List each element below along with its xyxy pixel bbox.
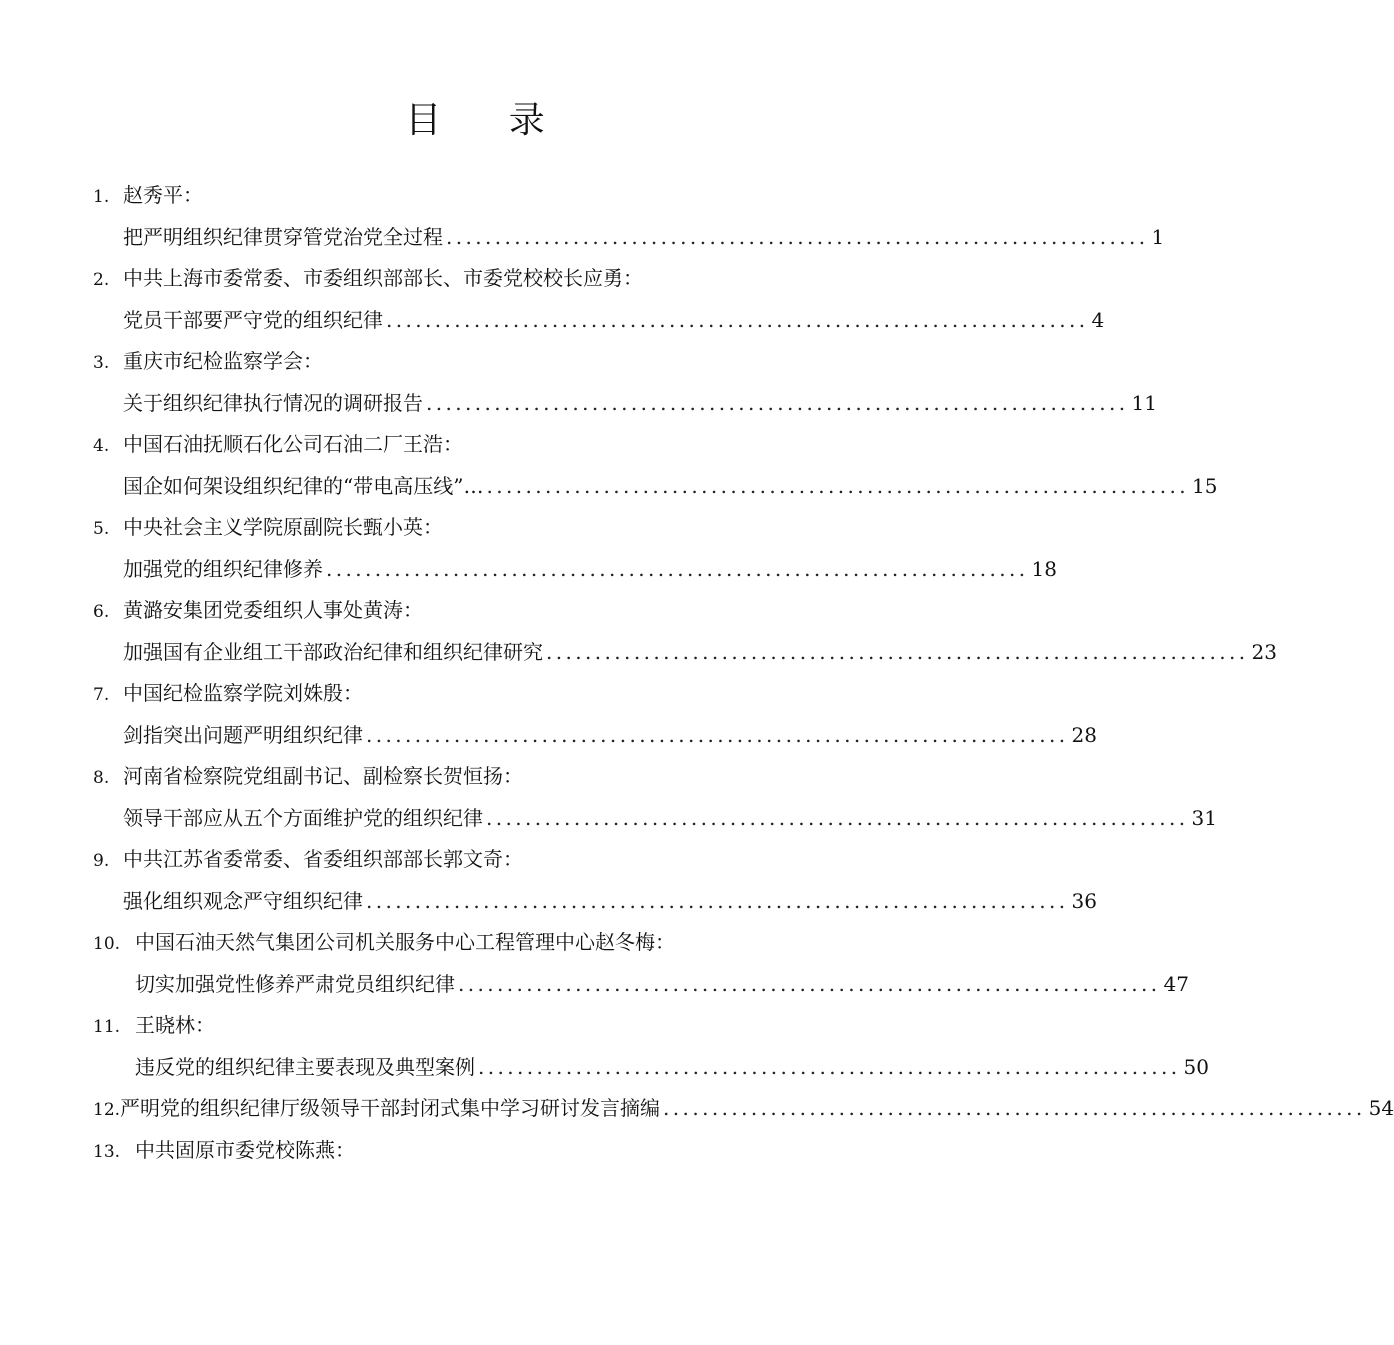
- item-number: 2.: [93, 270, 110, 290]
- toc-entry[interactable]: [123, 305, 1105, 335]
- dot-leader: ........................................................................: [663, 1096, 1366, 1120]
- entry-title: 关于组织纪律执行情况的调研报告: [123, 391, 423, 415]
- dot-leader: ........................................................................: [426, 391, 1129, 415]
- dot-leader: ........................................................................: [486, 806, 1189, 830]
- entry-title: 党员干部要严守党的组织纪律: [123, 308, 383, 332]
- entry-title: 违反党的组织纪律主要表现及典型案例: [135, 1055, 475, 1079]
- item-number: 13.: [93, 1142, 121, 1162]
- page-number: 28: [1071, 723, 1097, 747]
- toc-entry[interactable]: [123, 637, 1277, 667]
- item-number: 11.: [93, 1017, 121, 1037]
- toc-entry[interactable]: [135, 969, 1189, 999]
- dot-leader: ........................................................................: [546, 640, 1249, 664]
- item-number: 5.: [93, 519, 110, 539]
- page-number: 23: [1251, 640, 1277, 664]
- dot-leader: ........................................................................: [386, 308, 1089, 332]
- page-number: 50: [1183, 1055, 1209, 1079]
- item-author: 中共固原市委党校陈燕：: [135, 1138, 355, 1162]
- toc-author-line: [93, 180, 203, 210]
- item-author: 黄潞安集团党委组织人事处黄涛：: [123, 598, 423, 622]
- entry-title: 加强党的组织纪律修养: [123, 557, 323, 581]
- toc-author-line: [93, 346, 323, 376]
- dot-leader: ........................................................................: [366, 889, 1069, 913]
- page-title: 目 录: [405, 100, 573, 141]
- toc-author-line: [93, 678, 363, 708]
- toc-entry[interactable]: [123, 803, 1217, 833]
- toc-author-line: [93, 263, 643, 293]
- toc-entry[interactable]: [123, 554, 1057, 584]
- entry-title: 加强国有企业组工干部政治纪律和组织纪律研究: [123, 640, 543, 664]
- toc-author-line: [93, 927, 675, 957]
- item-author: 中国石油天然气集团公司机关服务中心工程管理中心赵冬梅：: [135, 930, 675, 954]
- toc-entry[interactable]: [123, 388, 1157, 418]
- entry-title: 强化组织观念严守组织纪律: [123, 889, 363, 913]
- page-number: 11: [1131, 391, 1157, 415]
- dot-leader: ........................................................................: [458, 972, 1161, 996]
- dot-leader: ........................................................................: [486, 474, 1189, 498]
- entry-title: 领导干部应从五个方面维护党的组织纪律: [123, 806, 483, 830]
- entry-title: 剑指突出问题严明组织纪律: [123, 723, 363, 747]
- item-number: 8.: [93, 768, 110, 788]
- item-author: 中央社会主义学院原副院长甄小英：: [123, 515, 443, 539]
- toc-entry[interactable]: [93, 1093, 1394, 1123]
- item-number: 9.: [93, 851, 110, 871]
- toc-entry[interactable]: [123, 720, 1097, 750]
- item-author: 河南省检察院党组副书记、副检察长贺恒扬：: [123, 764, 523, 788]
- page-number: 47: [1163, 972, 1189, 996]
- item-number: 12.: [93, 1100, 121, 1120]
- item-author: 中共江苏省委常委、省委组织部部长郭文奇：: [123, 847, 523, 871]
- toc-author-line: [93, 1010, 215, 1040]
- item-number: 7.: [93, 685, 110, 705]
- page-number: 54: [1368, 1096, 1394, 1120]
- toc-entry[interactable]: [123, 471, 1218, 501]
- item-author: 重庆市纪检监察学会：: [123, 349, 323, 373]
- dot-leader: ........................................................................: [446, 225, 1149, 249]
- toc-entry[interactable]: [135, 1052, 1209, 1082]
- item-number: 3.: [93, 353, 110, 373]
- item-number: 6.: [93, 602, 110, 622]
- toc-entry[interactable]: [123, 886, 1097, 916]
- dot-leader: ........................................................................: [326, 557, 1029, 581]
- entry-title: 把严明组织纪律贯穿管党治党全过程: [123, 225, 443, 249]
- item-author: 中共上海市委常委、市委组织部部长、市委党校校长应勇：: [123, 266, 643, 290]
- dot-leader: ........................................................................: [478, 1055, 1181, 1079]
- item-author: 赵秀平：: [123, 183, 203, 207]
- item-number: 10.: [93, 934, 121, 954]
- item-number: 4.: [93, 436, 110, 456]
- entry-title: 严明党的组织纪律厅级领导干部封闭式集中学习研讨发言摘编: [120, 1096, 661, 1120]
- page-number: 36: [1071, 889, 1097, 913]
- toc-author-line: [93, 595, 423, 625]
- page-number: 1: [1151, 225, 1165, 249]
- toc-author-line: [93, 1135, 355, 1165]
- item-author: 王晓林：: [135, 1013, 215, 1037]
- item-author: 中国石油抚顺石化公司石油二厂王浩：: [123, 432, 463, 456]
- page-number: 31: [1191, 806, 1217, 830]
- toc-author-line: [93, 512, 443, 542]
- item-author: 中国纪检监察学院刘姝殷：: [123, 681, 363, 705]
- item-number: 1.: [93, 187, 110, 207]
- toc-entry[interactable]: [123, 222, 1165, 252]
- page-number: 15: [1192, 474, 1218, 498]
- dot-leader: ........................................................................: [366, 723, 1069, 747]
- page-number: 4: [1091, 308, 1105, 332]
- page-number: 18: [1031, 557, 1057, 581]
- entry-title: 切实加强党性修养严肃党员组织纪律: [135, 972, 455, 996]
- toc-author-line: [93, 844, 523, 874]
- toc-author-line: [93, 429, 463, 459]
- entry-title: 国企如何架设组织纪律的“带电高压线”…: [123, 474, 484, 498]
- toc-author-line: [93, 761, 523, 791]
